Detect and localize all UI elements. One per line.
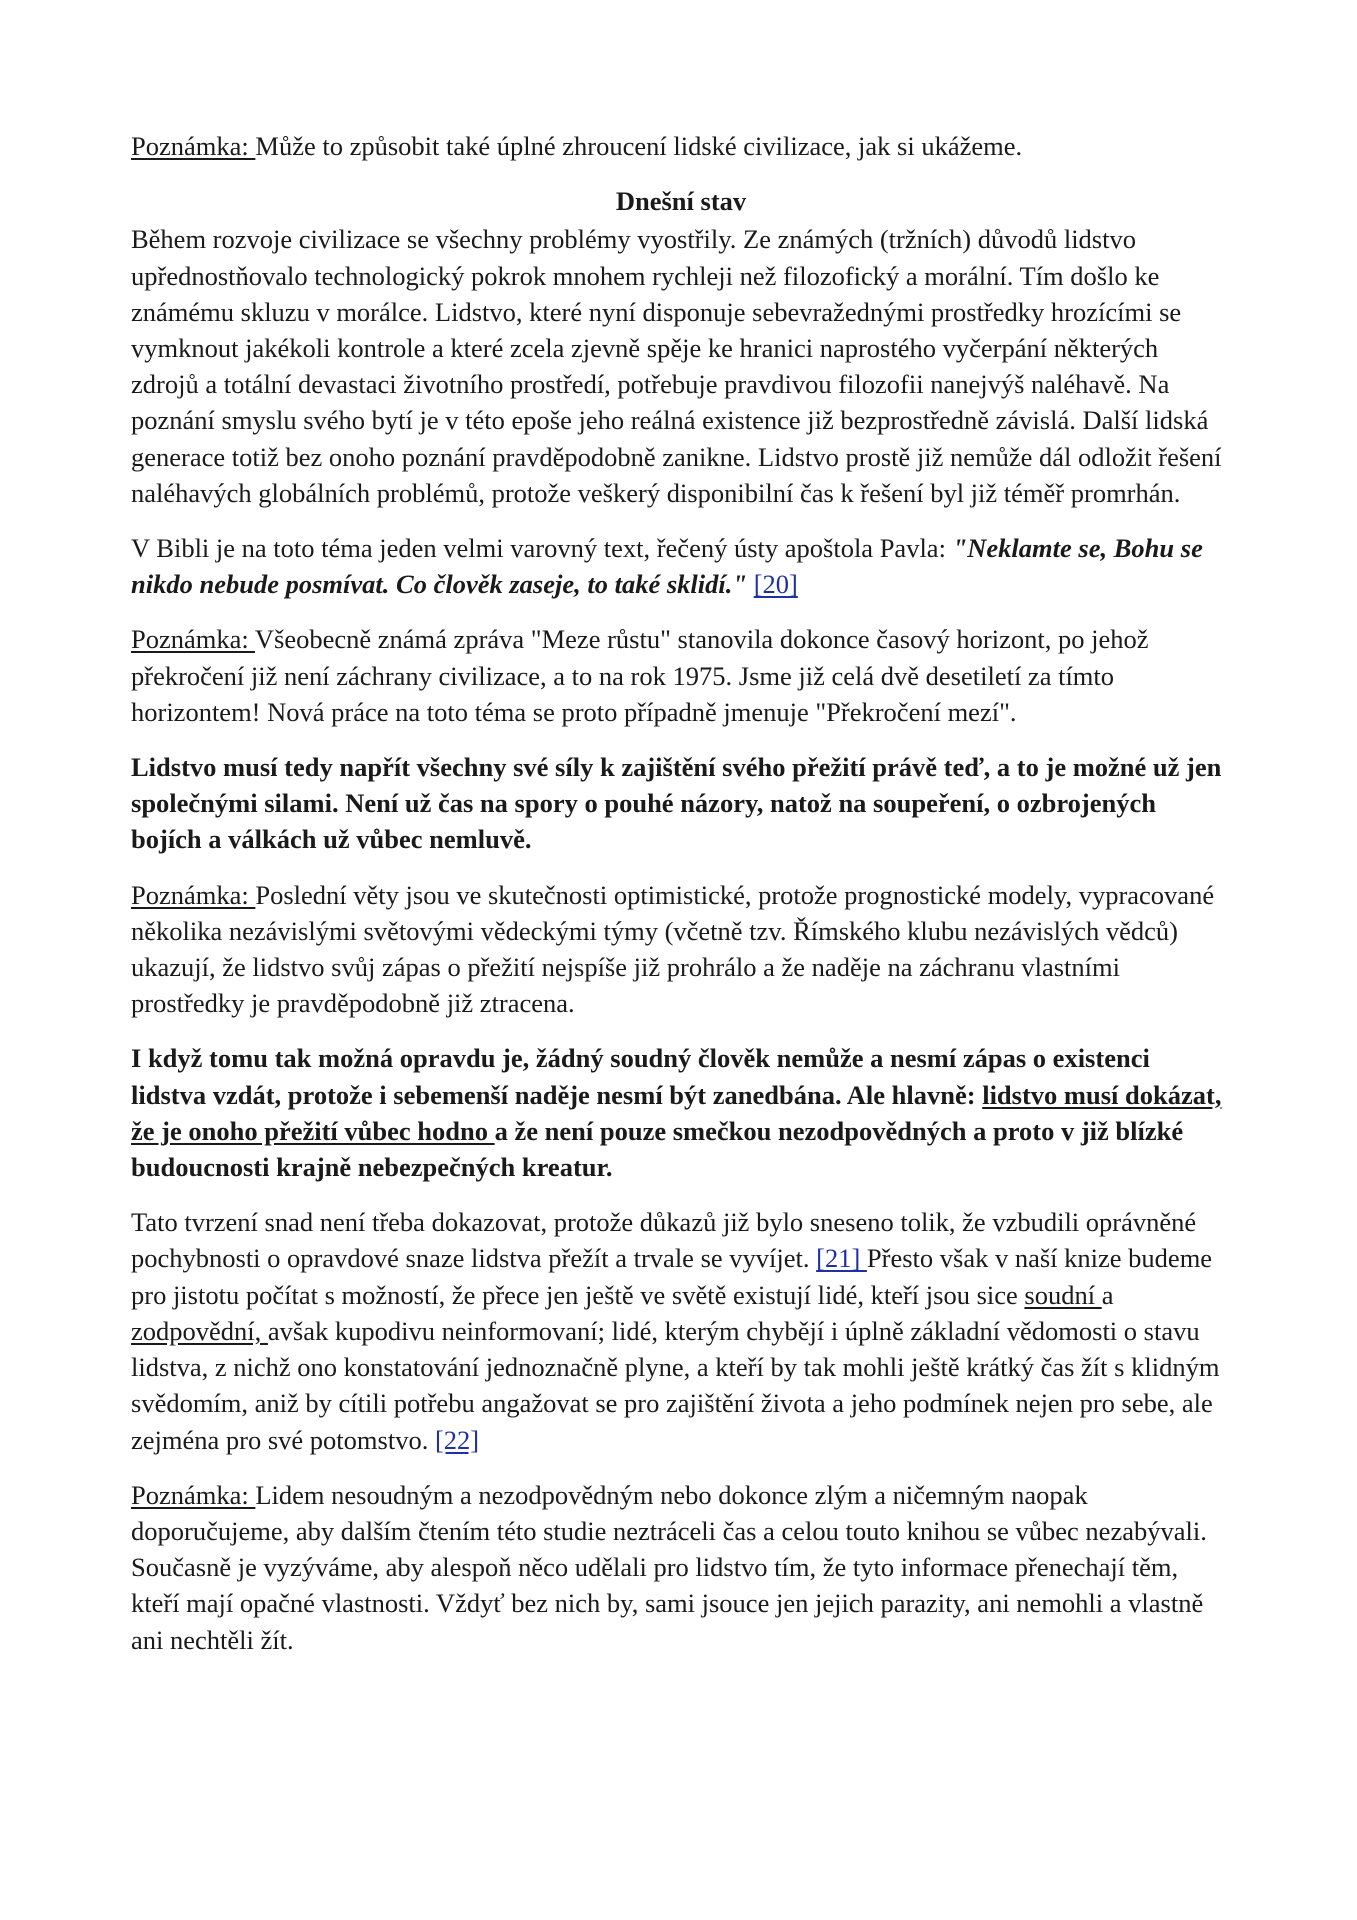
note-label: Poznámka: [131,1479,256,1510]
underlined-emphasis: lidstvo musí dokázat, že je onoho přežití vůbec hodno [131,1079,1222,1146]
body-text-b: Přesto však v naší knize budeme pro jistotu počítat s možností, že přece jen ještě ve světě existují lidé, kteří jsou sice [131,1243,1213,1310]
body-text-d: avšak kupodivu neinformovaní; lidé, kterým chybějí i úplně základní vědomosti o stavu lidstva, z nichž ono konstatování jednoznačně plyne, a kteří by tak mohli ještě krátký čas žít s klidným svědomím, aniž by cítili potřebu angažovat se pro zajištění života a jeho podmínek nejen pro sebe, ale zejména pro své potomstvo. [131,1315,1220,1455]
body-paragraph-1: Během rozvoje civilizace se všechny problémy vyostřily. Ze známých (tržních) důvodů lidstvo upřednostňovalo technologický pokrok mnohem rychleji než filozofický a morální. Tím došlo ke známému skluzu v morálce. Lidstvo, které nyní disponuje sebevražednými prostředky hrozícími se vymknout jakékoli kontrole a které zcela zjevně spěje ke hranici naprostého vyčerpání některých zdrojů a totální devastaci životního prostředí, potřebuje pravdivou filozofii nanejvýš naléhavě. Na poznání smyslu svého bytí je v této epoše jeho reálná existence již bezprostředně závislá. Další lidská generace totiž bez onoho poznání pravděpodobně zanikne. Lidstvo prostě již nemůže dál odložit řešení naléhavých globálních problémů, protože veškerý disponibilní čas k řešení byl již téměř promrhán. [131,224,1222,508]
spacer [747,569,754,599]
note-text: Všeobecně známá zpráva "Meze růstu" stanovila dokonce časový horizont, po jehož překročení již není záchrany civilizace, a to na rok 1975. Jsme již celá dvě desetiletí za tímto horizontem! Nová práce na toto téma se proto případně jmenuje "Překročení mezí". [131,624,1149,727]
note-label: Poznámka: [131,131,256,161]
body-text-c: a [1101,1279,1114,1310]
body-paragraph-2 [131,1204,1231,1457]
bold-paragraph-2 [131,1040,1231,1185]
bold-text-a: I když tomu tak možná opravdu je, žádný soudný člověk nemůže a nesmí zápas o existenci lidstva vzdát, protože i sebemenší naděje nesmí být zanedbána. Ale hlavně: [131,1043,1150,1110]
note-label: Poznámka: [131,624,255,655]
note-text: Poslední věty jsou ve skutečnosti optimistické, protože prognostické modely, vypracované několika nezávislými světovými vědeckými týmy (včetně tzv. Římského klubu nezávislých vědců) ukazují, že lidstvo svůj zápas o přežití nejspíše již prohrálo a že naděje na záchranu vlastními prostředky je pravděpodobně již ztracena. [131,879,1215,1019]
section-heading: Dnešní stav [615,186,747,217]
underlined-word-zodpovedni: zodpovědní, [131,1315,268,1346]
footnote-link-20[interactable]: [20] [753,569,798,600]
underlined-word-soudni: soudní [1024,1279,1102,1310]
note-paragraph-4 [131,1477,1231,1658]
bible-paragraph [131,530,1231,602]
bible-intro: V Bibli je na toto téma jeden velmi varovný text, řečený ústy apoštola Pavla: [131,533,953,564]
note-paragraph-2 [131,621,1231,730]
note-text: Lidem nesoudným a nezodpovědným nebo dokonce zlým a ničemným naopak doporučujeme, aby dalším čtením této studie neztráceli čas a celou touto knihou se vůbec nezabývali. Současně je vyzýváme, aby alespoň něco udělali pro lidstvo tím, že tyto informace přenechají těm, kteří mají opačné vlastnosti. Vždyť bez nich by, sami jsouce jen jejich parazity, ani nemohli a vlastně ani nechtěli žít. [131,1479,1207,1655]
footnote-link-22[interactable]: [22] [434,1424,480,1455]
note-paragraph-3 [131,877,1231,1022]
document-page [131,128,1231,1677]
bible-quote: "Neklamte se, Bohu se nikdo nebude posmívat. Co člověk zaseje, to také sklidí." [131,533,1203,600]
note-paragraph-1 [131,128,1231,164]
footnote-link-21[interactable]: [21] [816,1243,867,1274]
body-text-a: Tato tvrzení snad není třeba dokazovat, protože důkazů již bylo sneseno tolik, že vzbudili oprávněné pochybnosti o opravdové snaze lidstva přežít a trvale se vyvíjet. [131,1207,1197,1274]
bold-paragraph-1: Lidstvo musí tedy napřít všechny své síly k zajištění svého přežití právě teď, a to je možné už jen společnými silami. Není už čas na spory o pouhé názory, natož na soupeření, o ozbrojených bojích a válkách už vůbec nemluvě. [131,752,1222,855]
bold-text-b: a že není pouze smečkou nezodpovědných a proto v již blízké budoucnosti krajně nebezpečných kreatur. [131,1115,1184,1183]
note-label: Poznámka: [131,879,256,910]
note-text: Může to způsobit také úplné zhroucení lidské civilizace, jak si ukážeme. [255,131,1023,161]
